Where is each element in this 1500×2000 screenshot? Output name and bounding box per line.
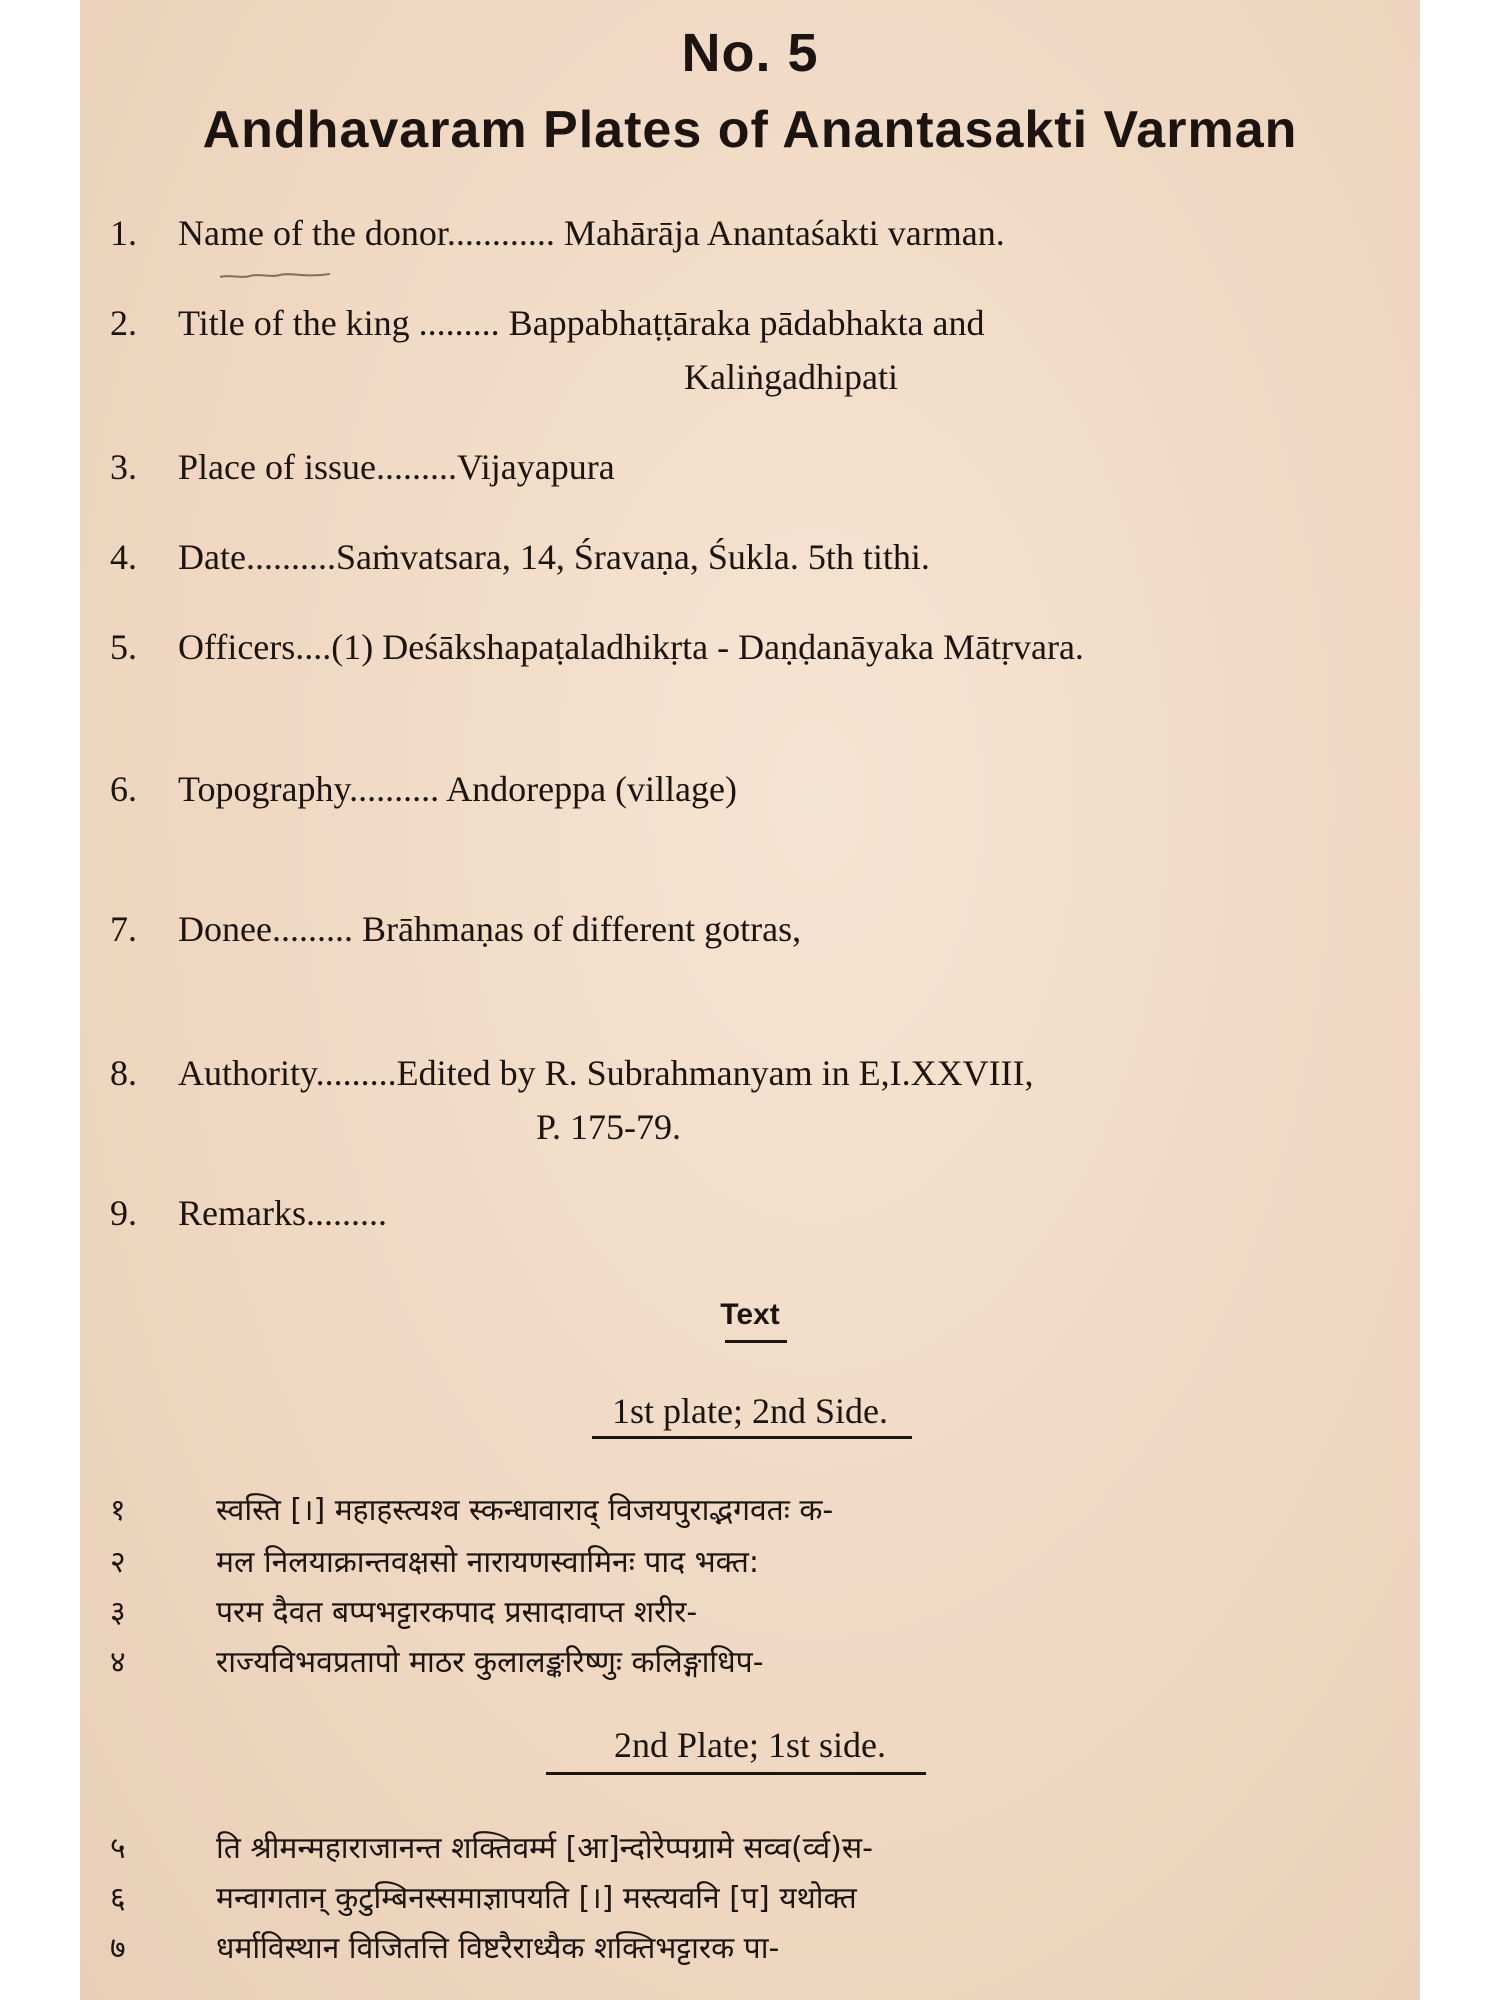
plate1-heading: 1st plate; 2nd Side.: [612, 1391, 888, 1431]
field-text: Place of issue.........Vijayapura: [178, 447, 615, 487]
line-text: ति श्रीमन्महाराजानन्त शक्तिवर्म्म [आ]न्दोरेप्पग्रामे सव्व(र्व्व)स-: [216, 1831, 873, 1866]
field-number: 2.: [110, 303, 137, 343]
line-text: मल निलयाक्रान्तवक्षसो नारायणस्वामिनः पाद भक्त:: [216, 1545, 759, 1580]
line-text: राज्यविभवप्रतापो माठर कुलालङ्करिष्णुः कलिङ्गाधिप-: [216, 1645, 764, 1680]
field-number: 5.: [110, 627, 137, 667]
document-title: Andhavaram Plates of Anantasakti Varman: [202, 101, 1298, 159]
ink-scribble: [220, 272, 330, 280]
text-heading-underline: [725, 1340, 787, 1343]
field-text: Date..........Saṁvatsara, 14, Śravaṇa, Śukla. 5th tithi.: [178, 537, 930, 577]
field-number: 9.: [110, 1193, 137, 1233]
field-continuation: P. 175-79.: [536, 1107, 682, 1147]
line-number: ३: [110, 1595, 126, 1630]
field-number: 4.: [110, 537, 137, 577]
line-number: ४: [110, 1645, 126, 1680]
field-text: Authority.........Edited by R. Subrahmanyam in E,I.XXVIII,: [178, 1053, 1034, 1093]
field-number: 8.: [110, 1053, 137, 1093]
field-text: Title of the king ......... Bappabhaṭṭāraka pādabhakta and: [178, 303, 985, 343]
field-text: Donee......... Brāhmaṇas of different gotras,: [178, 909, 802, 949]
line-number: ६: [110, 1881, 126, 1916]
document-page: [80, 0, 1420, 2000]
field-number: 6.: [110, 769, 137, 809]
line-text: मन्वागतान् कुटुम्बिनस्समाज्ञापयति [।] मस्त्यवनि [प] यथोक्त: [216, 1881, 857, 1916]
field-text: Topography.......... Andoreppa (village): [178, 769, 738, 809]
line-number: ७: [110, 1931, 126, 1966]
text-section-heading: Text: [720, 1298, 780, 1331]
plate2-heading-underline: [546, 1772, 926, 1775]
field-text: Officers....(1) Deśākshapaṭaladhikṛta - Daṇḍanāyaka Mātṛvara.: [178, 627, 1084, 667]
field-text: Remarks.........: [178, 1193, 387, 1233]
field-continuation: Kaliṅgadhipati: [684, 357, 898, 397]
field-number: 7.: [110, 909, 137, 949]
line-number: १: [110, 1493, 126, 1528]
plate2-heading: 2nd Plate; 1st side.: [614, 1725, 886, 1765]
field-number: 3.: [110, 447, 137, 487]
line-number: २: [110, 1545, 126, 1580]
line-text: धर्माविस्थान विजितत्ति विष्टरैराध्यैक शक्तिभट्टारक पा-: [216, 1931, 780, 1966]
field-text: Name of the donor............ Mahārāja Anantaśakti varman.: [178, 213, 1005, 253]
document-number: No. 5: [681, 23, 819, 83]
field-number: 1.: [110, 213, 137, 253]
line-text: परम दैवत बप्पभट्टारकपाद प्रसादावाप्त शरीर-: [216, 1595, 698, 1630]
plate1-heading-underline: [592, 1436, 912, 1439]
line-number: ५: [110, 1831, 126, 1866]
line-text: स्वस्ति [।] महाहस्त्यश्व स्कन्धावाराद् विजयपुराद्भगवतः क-: [216, 1493, 834, 1528]
